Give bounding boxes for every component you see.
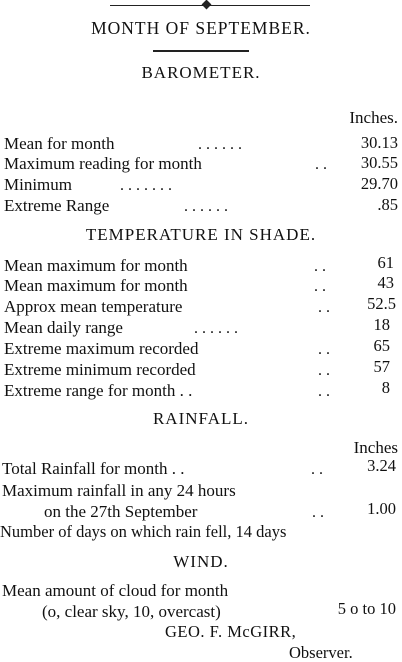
temperature-row-value: 52.5 [367,294,396,313]
rainfall-total-dots: . . [311,461,323,478]
temperature-row-value: 57 [373,357,390,376]
barometer-row-label: Maximum reading for month [4,154,202,173]
barometer-row-value: 30.55 [360,153,398,172]
barometer-row-label: Extreme Range [4,196,110,215]
temperature-row-dots: . . [314,278,326,295]
rainfall-total-value: 3.24 [367,456,396,475]
temperature-row-label: Mean maximum for month [4,256,188,275]
rainfall-days: Number of days on which rain fell, 14 days [0,522,287,541]
rainfall-max-value: 1.00 [367,499,396,518]
temperature-row-value: 61 [377,253,394,272]
rainfall-total-label: Total Rainfall for month . . [2,459,185,478]
wind-heading: WIND. [173,552,229,571]
barometer-row-label: Minimum [4,175,73,194]
temperature-row-dots: . . [314,258,326,275]
temperature-row-value: 43 [377,273,394,292]
barometer-row-value: 29.70 [360,174,398,193]
ornament-diamond [202,0,212,9]
barometer-row-value: .85 [377,195,398,214]
temperature-row-label: Mean maximum for month [4,276,188,295]
barometer-row-dots: . . [315,156,327,173]
temperature-row-label: Extreme range for month . . [4,381,193,400]
rainfall-max-label: Maximum rainfall in any 24 hours [2,481,236,500]
wind-cloud-label: Mean amount of cloud for month [2,581,229,600]
barometer-row-value: 30.13 [360,133,398,152]
rainfall-max-date: on the 27th September [44,502,198,521]
wind-cloud-scale: (o, clear sky, 10, overcast) [42,602,221,621]
temperature-row-value: 18 [373,315,390,334]
temperature-row-label: Extreme maximum recorded [4,339,199,358]
temperature-row-dots: . . [318,383,330,400]
temperature-row-dots: . . [318,341,330,358]
title-underline [153,50,249,52]
barometer-row-dots: . . . . . . [198,136,242,153]
barometer-row-dots: . . . . . . [184,198,228,215]
barometer-row-label: Mean for month [4,134,115,153]
signature-role: Observer. [289,643,353,662]
temperature-heading: TEMPERATURE IN SHADE. [85,225,317,244]
temperature-row-value: 65 [373,336,390,355]
temperature-row-dots: . . [318,362,330,379]
wind-cloud-value: 5 o to 10 [337,599,396,618]
barometer-row-dots: . . . . . . . [120,177,172,194]
temperature-row-label: Approx mean temperature [4,297,183,316]
barometer-unit: Inches. [349,108,398,127]
temperature-row-dots: . . . . . . [194,320,238,337]
barometer-heading: BAROMETER. [141,63,261,82]
rainfall-heading: RAINFALL. [152,409,250,428]
temperature-row-value: 8 [381,378,390,397]
temperature-row-label: Mean daily range [4,318,123,337]
page-title: MONTH OF SEPTEMBER. [91,18,311,38]
rainfall-max-dots: . . [312,504,324,521]
rainfall-unit: Inches [353,438,398,457]
temperature-row-label: Extreme minimum recorded [4,360,196,379]
temperature-row-dots: . . [318,299,330,316]
signature-name: GEO. F. McGIRR, [165,622,297,641]
